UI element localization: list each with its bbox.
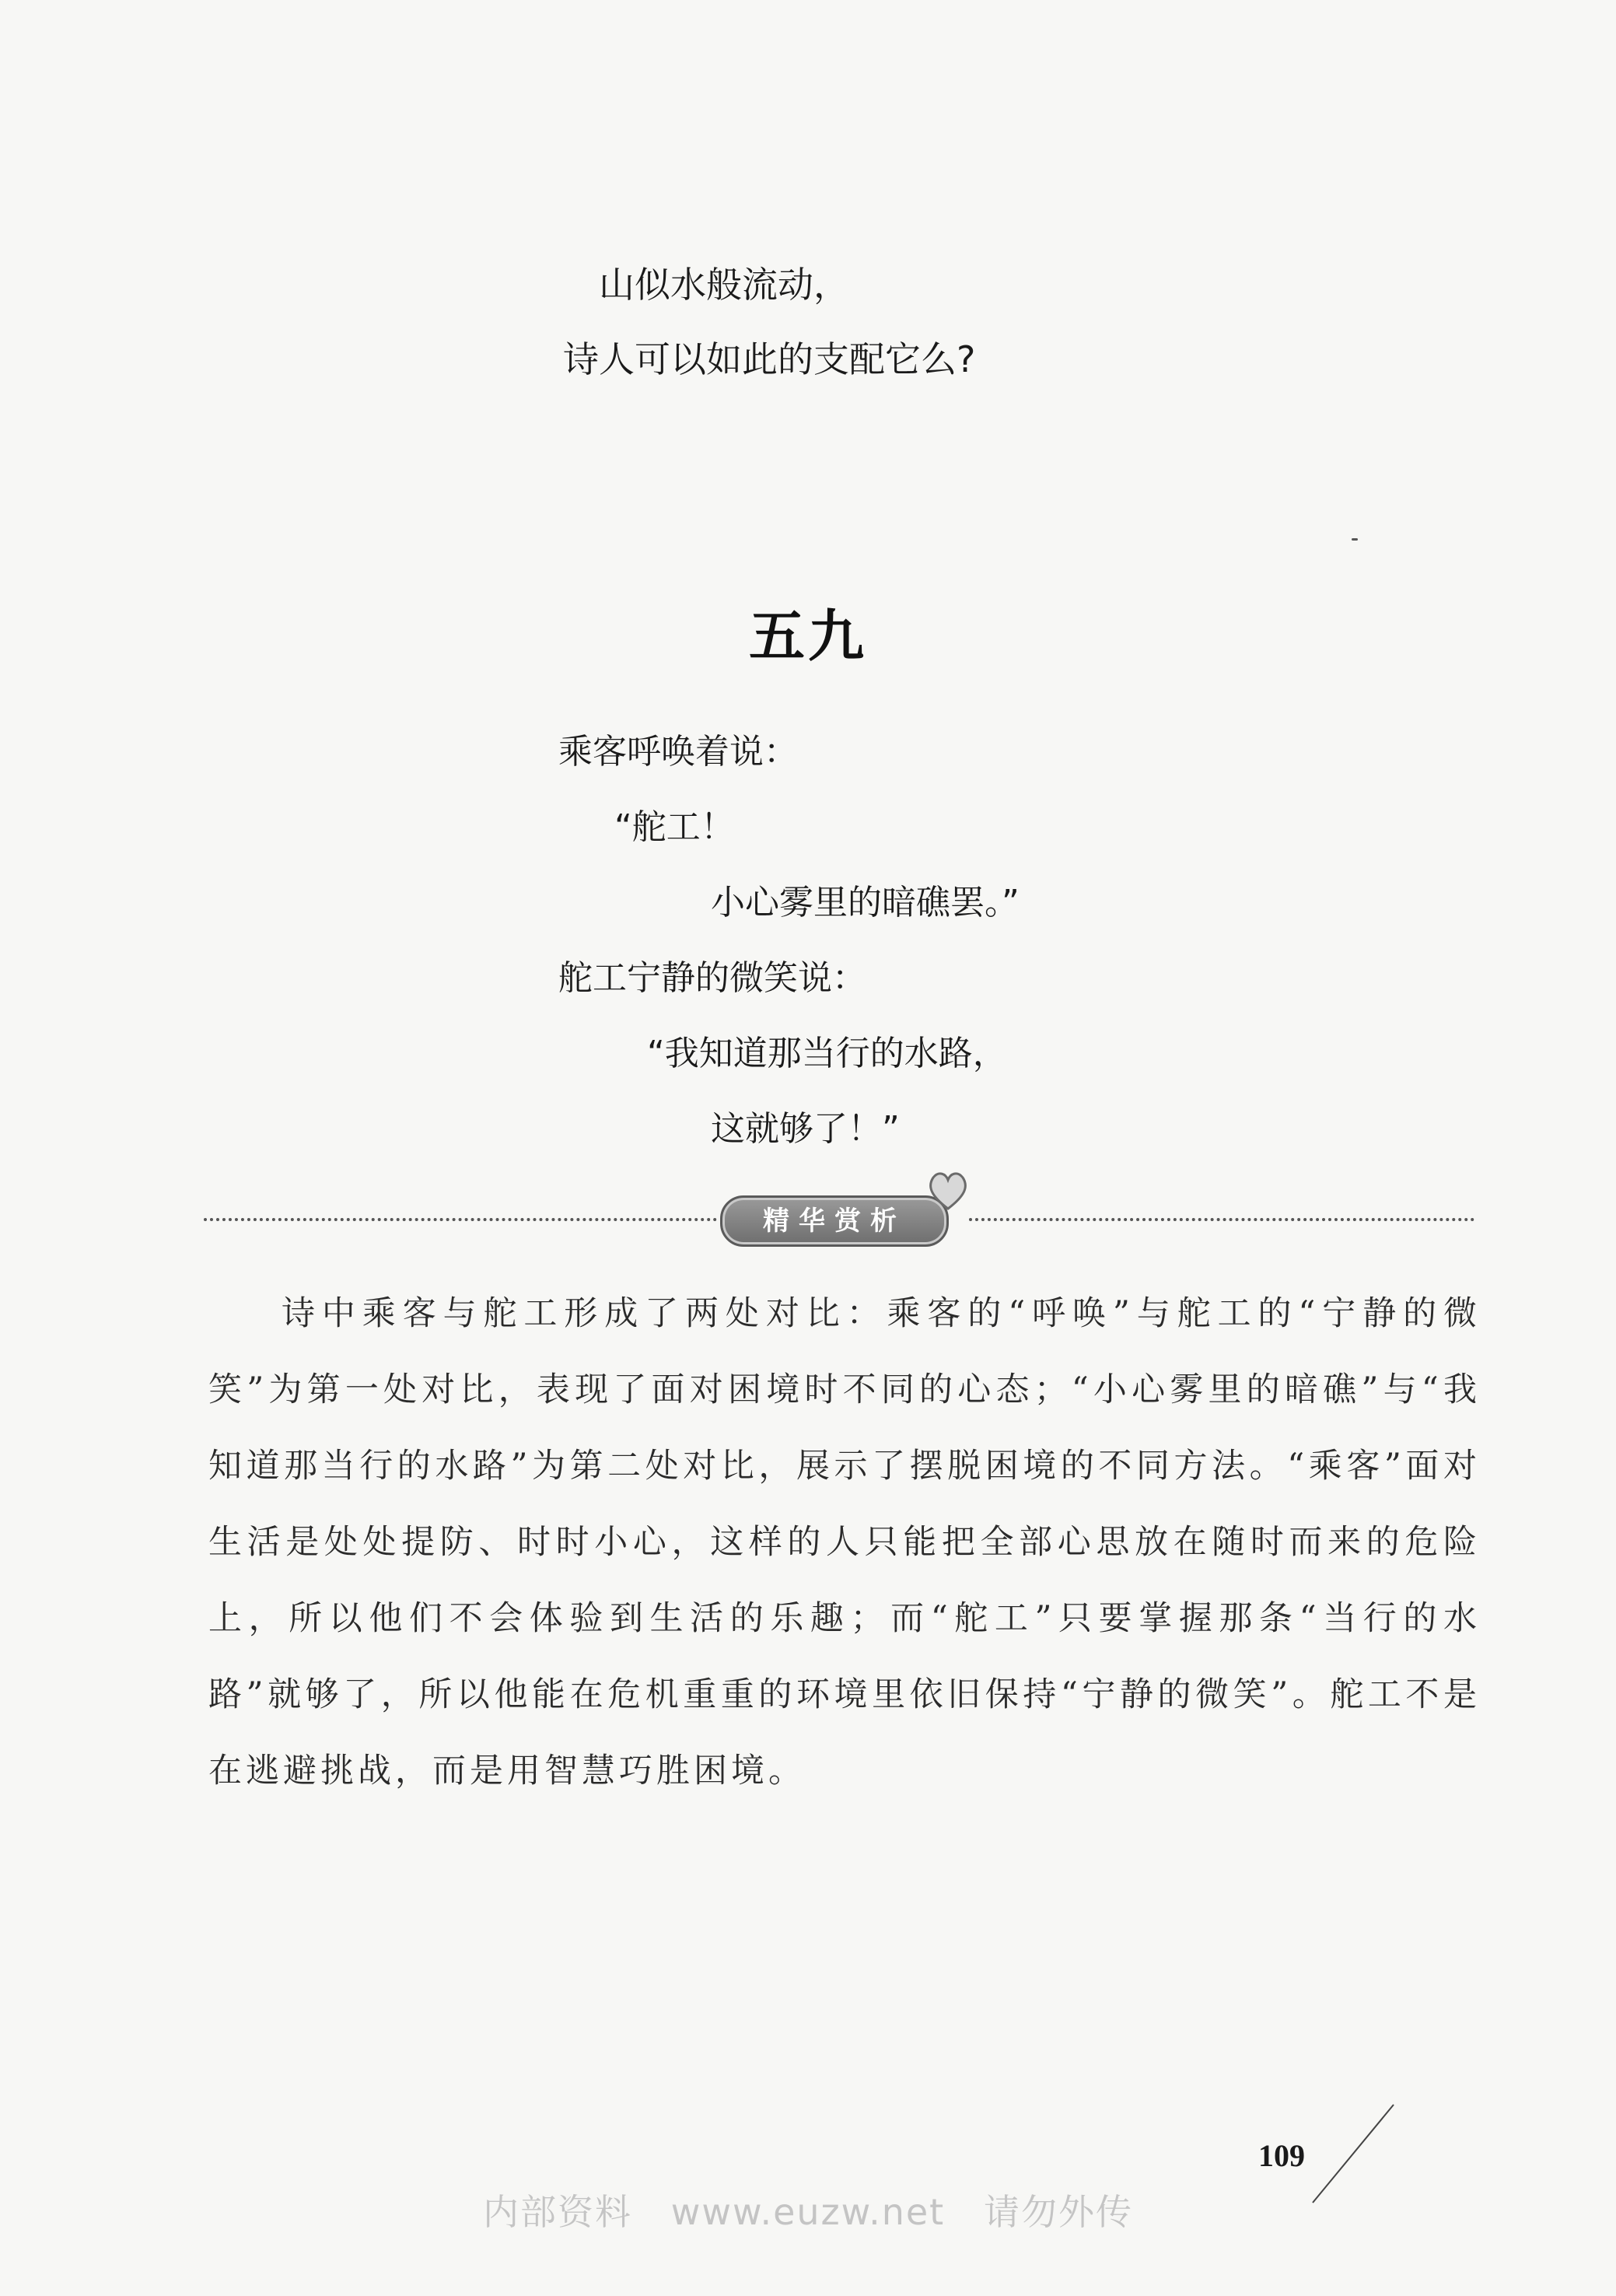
poem-line: “我知道那当行的水路， xyxy=(647,1034,1007,1073)
dotted-divider-left xyxy=(204,1218,717,1221)
appreciation-section-badge: 精华赏析 xyxy=(720,1195,949,1247)
poem-line: 这就够了！” xyxy=(711,1109,900,1149)
poem-line: 小心雾里的暗礁罢。” xyxy=(711,883,1020,922)
commentary-paragraph: 诗中乘客与舵工形成了两处对比：乘客的“呼唤”与舵工的“宁静的微笑”为第一处对比，表现了面对困境时不同的心态；“小心雾里的暗礁”与“我知道那当行的水路”为第二处对比，展示了摆脱困境的不同方法。“乘客”面对生活是处处提防、时时小心，这样的人只能把全部心思放在随时而来的危险上，所以他们不会体验到生活的乐趣；而“舵工”只要掌握那条“当行的水路”就够了，所以他能在危机重重的环境里依旧保持“宁静的微笑”。舵工不是在逃避挑战，而是用智慧巧胜困境。 xyxy=(208,1294,1481,1790)
page-number: 109 xyxy=(1258,2138,1305,2173)
poem-line: 诗人可以如此的支配它么? xyxy=(563,338,976,380)
poem-line: “舵工！ xyxy=(614,807,735,847)
watermark: 内部资料 www.euzw.net 请勿外传 xyxy=(482,2191,1134,2233)
dotted-divider-right xyxy=(969,1218,1474,1221)
scan-speck xyxy=(1352,538,1358,541)
previous-poem-ending xyxy=(563,247,976,397)
heart-icon xyxy=(925,1167,971,1213)
poem-line: 乘客呼唤着说： xyxy=(558,732,798,772)
poem-number-heading: 五九 xyxy=(748,604,867,669)
poem-body xyxy=(558,714,1020,1167)
poem-line: 山似水般流动， xyxy=(599,264,849,306)
poem-line: 舵工宁静的微笑说： xyxy=(558,958,866,998)
